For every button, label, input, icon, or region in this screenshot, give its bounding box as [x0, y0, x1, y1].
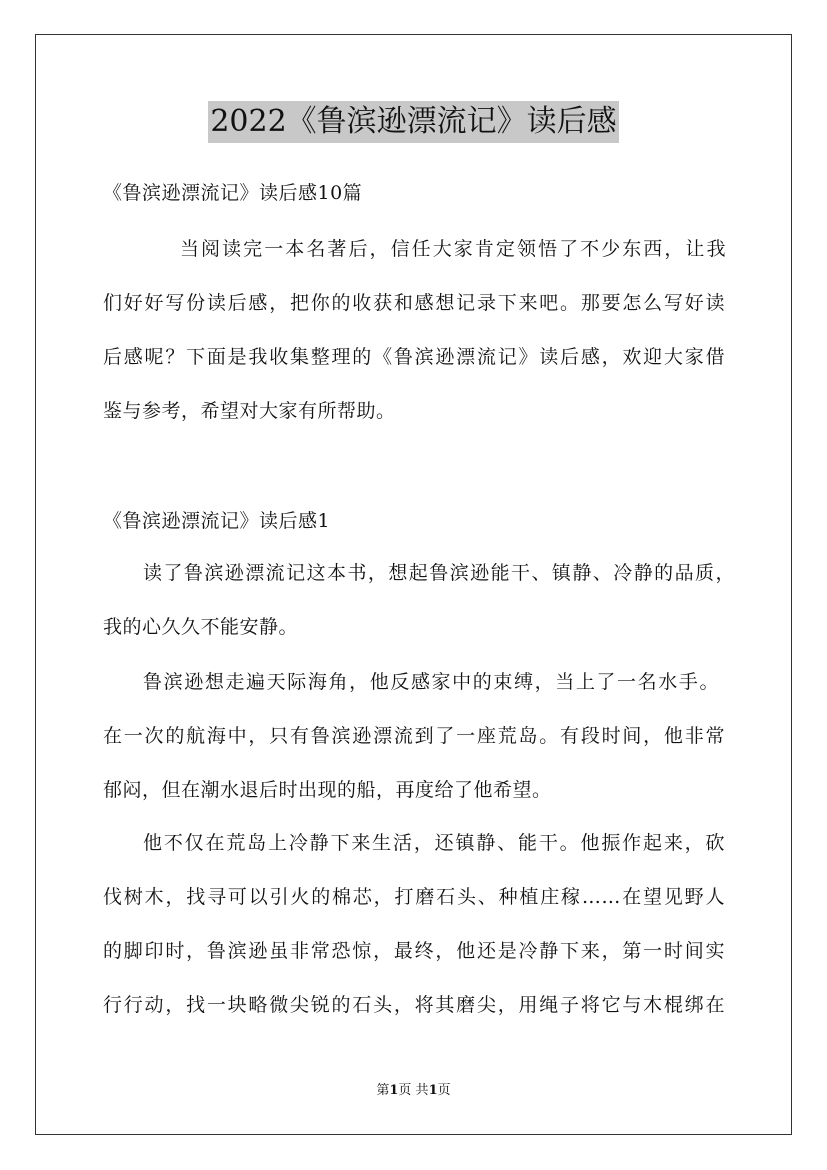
body-line-9: 行行动，找一块略微尖锐的石头，将其磨尖，用绳子将它与木棍绑在	[103, 994, 725, 1016]
body-line-6: 他不仅在荒岛上冷静下来生活，还镇静、能干。他振作起来，砍	[143, 832, 725, 854]
footer-page-total: 1	[428, 1083, 438, 1098]
document-subtitle: 《鲁滨逊漂流记》读后感10篇	[103, 182, 363, 204]
intro-line-4: 鉴与参考，希望对大家有所帮助。	[103, 400, 396, 422]
intro-line-3: 后感呢？下面是我收集整理的《鲁滨逊漂流记》读后感，欢迎大家借	[103, 346, 725, 368]
document-title: 2022《鲁滨逊漂流记》读后感	[208, 101, 618, 143]
footer-page-current: 1	[389, 1083, 399, 1098]
footer-page-suffix: 页	[437, 1083, 451, 1098]
body-line-1: 读了鲁滨逊漂流记这本书，想起鲁滨逊能干、镇静、冷静的品质，	[143, 562, 735, 584]
intro-line-1: 当阅读完一本名著后，信任大家肯定领悟了不少东西，让我	[180, 238, 726, 260]
page-footer	[0, 1082, 827, 1100]
footer-page-prefix: 第	[376, 1083, 390, 1098]
intro-line-2: 们好好写份读后感，把你的收获和感想记录下来吧。那要怎么写好读	[103, 292, 725, 314]
body-line-8: 的脚印时，鲁滨逊虽非常恐惊，最终，他还是冷静下来，第一时间实	[103, 940, 725, 962]
body-line-4: 在一次的航海中，只有鲁滨逊漂流到了一座荒岛。有段时间，他非常	[103, 725, 725, 747]
footer-page-mid: 页 共	[398, 1083, 429, 1098]
title-container	[0, 101, 827, 143]
body-line-7: 伐树木，找寻可以引火的棉芯，打磨石头、种植庄稼……在望见野人	[103, 886, 725, 908]
section-heading: 《鲁滨逊漂流记》读后感1	[103, 510, 331, 532]
body-line-2: 我的心久久不能安静。	[103, 616, 299, 638]
body-line-3: 鲁滨逊想走遍天际海角，他反感家中的束缚，当上了一名水手。	[143, 671, 719, 693]
body-line-5: 郁闷，但在潮水退后时出现的船，再度给了他希望。	[103, 779, 552, 801]
